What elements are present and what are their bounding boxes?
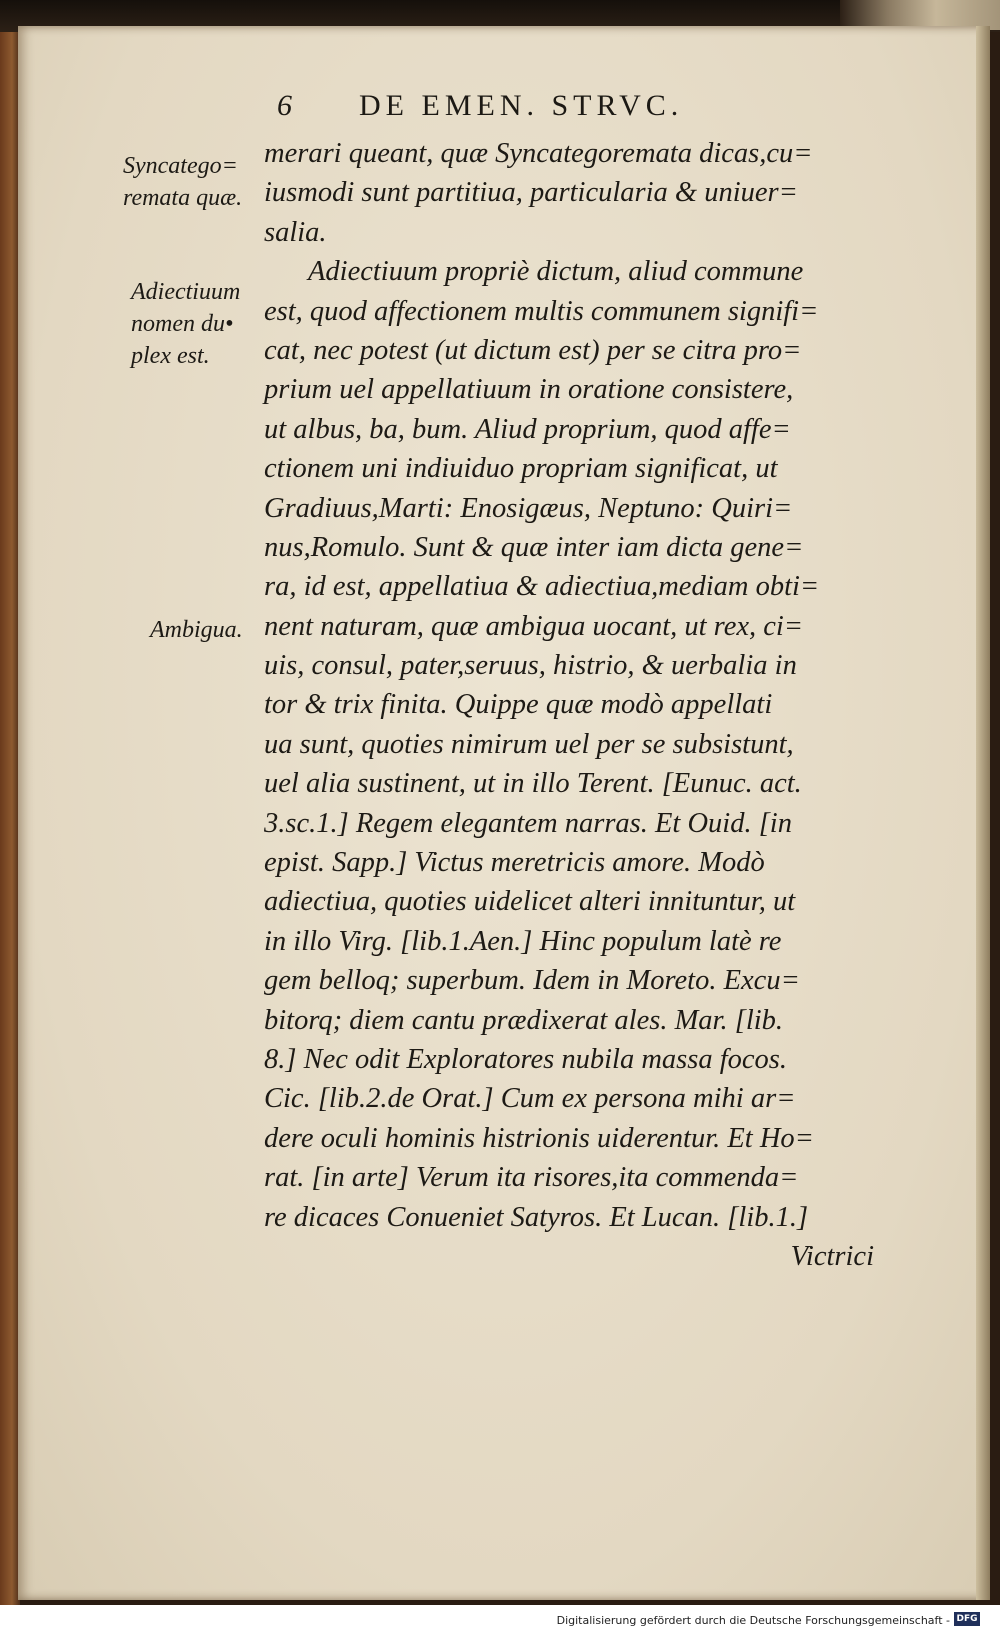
marginal-note-syncategoremata	[123, 150, 242, 214]
marginal-line: remata quæ.	[123, 185, 243, 211]
dfg-logo: DFG	[954, 1612, 980, 1626]
text-line: cat, nec potest (ut dictum est) per se citra pro=	[264, 334, 802, 366]
text-line: ra, id est, appellatiua & adiectiua,mediam obti=	[264, 571, 820, 603]
text-line: in illo Virg. [lib.1.Aen.] Hinc populum latè re	[264, 925, 782, 957]
catchword: Victrici	[790, 1240, 874, 1272]
marginal-note-ambigua	[150, 614, 243, 646]
running-head	[277, 89, 877, 123]
text-line: tor & trix finita. Quippe quæ modò appellati	[264, 689, 773, 721]
book-binding-edge	[0, 0, 20, 1645]
text-line: gem belloq; superbum. Idem in Moreto. Excu=	[264, 965, 800, 997]
text-line: rat. [in arte] Verum ita risores,ita commenda=	[264, 1162, 799, 1194]
marginal-line: Adiectiuum	[131, 279, 241, 305]
marginal-line: Ambigua.	[150, 617, 243, 643]
footer-credit: Digitalisierung gefördert durch die Deutsche Forschungsgemeinschaft -	[556, 1614, 950, 1627]
body-text	[264, 134, 874, 1276]
text-line: re dicaces Conueniet Satyros. Et Lucan. [lib.1.]	[264, 1201, 809, 1233]
text-line: epist. Sapp.] Victus meretricis amore. Modò	[264, 847, 765, 879]
marginal-line: plex est.	[131, 343, 210, 369]
text-line: est, quod affectionem multis communem signifi=	[264, 295, 819, 327]
text-line: uel alia sustinent, ut in illo Terent. [Eunuc. act.	[264, 768, 802, 800]
text-line: adiectiua, quoties uidelicet alteri innituntur, ut	[264, 886, 796, 918]
text-line: merari queant, quæ Syncategoremata dicas,cu=	[264, 138, 813, 169]
text-line: iusmodi sunt partitiua, particularia & uniuer=	[264, 177, 798, 209]
text-line: prium uel appellatiuum in oratione consistere,	[264, 374, 794, 406]
text-line: Adiectiuum propriè dictum, aliud commune	[308, 256, 804, 288]
text-line: nent naturam, quæ ambigua uocant, ut rex, ci=	[264, 610, 804, 642]
marginal-note-adiectiuum	[131, 276, 240, 372]
marginal-line: nomen du•	[131, 311, 234, 337]
text-line: ua sunt, quoties nimirum uel per se subsistunt,	[264, 728, 794, 760]
text-line: 8.] Nec odit Exploratores nubila massa focos.	[264, 1043, 788, 1075]
text-line: nus,Romulo. Sunt & quæ inter iam dicta gene=	[264, 531, 804, 563]
text-line: Cic. [lib.2.de Orat.] Cum ex persona mihi ar=	[264, 1083, 796, 1115]
running-title: DE EMEN. STRVC.	[359, 89, 684, 122]
text-line: ut albus, ba, bum. Aliud proprium, quod affe=	[264, 413, 791, 445]
text-line: bitorq; diem cantu prædixerat ales. Mar. [lib.	[264, 1004, 784, 1036]
marginal-line: Syncatego=	[123, 153, 238, 179]
page-fore-edge	[976, 26, 990, 1600]
text-line: ctionem uni indiuiduo propriam significat, ut	[264, 453, 778, 485]
text-line: dere oculi hominis histrionis uiderentur. Et Ho=	[264, 1122, 814, 1154]
page-number: 6	[277, 89, 292, 122]
text-line: salia.	[264, 216, 327, 248]
text-line: 3.sc.1.] Regem elegantem narras. Et Ouid. [in	[264, 807, 792, 839]
text-line: Gradiuus,Marti: Enosigæus, Neptuno: Quiri=	[264, 492, 793, 524]
text-line: uis, consul, pater,seruus, histrio, & uerbalia in	[264, 650, 797, 682]
